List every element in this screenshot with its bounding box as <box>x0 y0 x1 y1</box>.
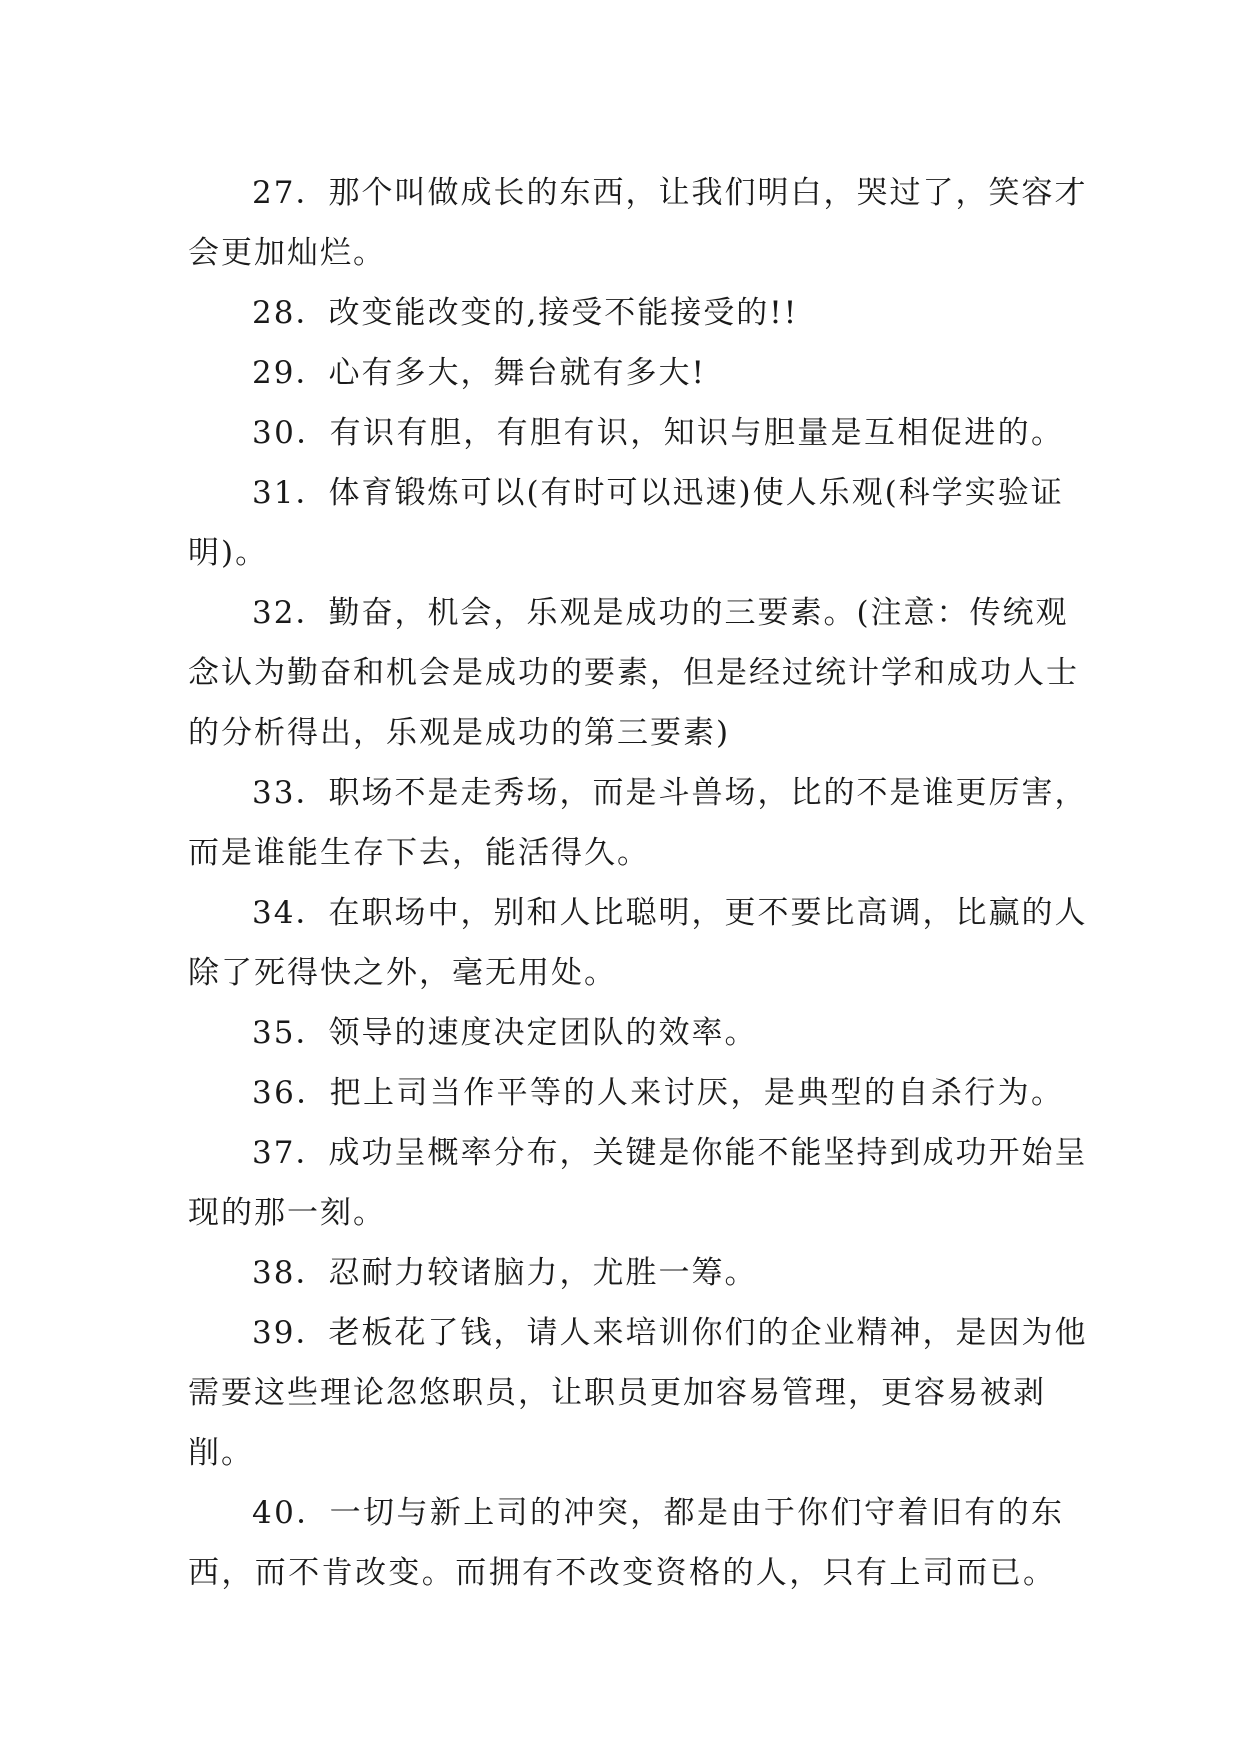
paragraph-text: 把上司当作平等的人来讨厌，是典型的自杀行为。 <box>329 1075 1065 1111</box>
paragraph-37 <box>188 1123 1088 1243</box>
paragraph-number: 33． <box>252 775 329 811</box>
paragraph-number: 29． <box>252 355 329 391</box>
paragraph-29 <box>188 343 1088 403</box>
paragraph-32 <box>188 583 1088 763</box>
paragraph-28 <box>188 283 1088 343</box>
paragraph-number: 39． <box>252 1315 329 1351</box>
paragraph-text: 那个叫做成长的东西，让我们明白，哭过了，笑容才会更加灿烂。 <box>188 175 1088 271</box>
paragraph-38 <box>188 1243 1088 1303</box>
paragraph-31 <box>188 463 1088 583</box>
document-body <box>188 163 1088 1603</box>
paragraph-number: 30． <box>252 415 330 451</box>
paragraph-number: 31． <box>252 475 329 511</box>
paragraph-text: 勤奋，机会，乐观是成功的三要素。(注意：传统观念认为勤奋和机会是成功的要素，但是经过统计学和成功人士的分析得出，乐观是成功的第三要素) <box>188 595 1079 751</box>
paragraph-number: 38． <box>252 1255 329 1291</box>
paragraph-text: 有识有胆，有胆有识，知识与胆量是互相促进的。 <box>329 415 1065 451</box>
paragraph-39 <box>188 1303 1088 1483</box>
paragraph-text: 职场不是走秀场，而是斗兽场，比的不是谁更厉害，而是谁能生存下去，能活得久。 <box>188 775 1088 871</box>
paragraph-number: 34． <box>252 895 329 931</box>
paragraph-number: 36． <box>252 1075 330 1111</box>
paragraph-text: 领导的速度决定团队的效率。 <box>328 1015 758 1051</box>
paragraph-text: 心有多大，舞台就有多大! <box>328 355 706 391</box>
paragraph-number: 28． <box>252 295 329 331</box>
paragraph-35 <box>188 1003 1088 1063</box>
paragraph-text: 改变能改变的,接受不能接受的!! <box>328 295 799 331</box>
paragraph-number: 27． <box>252 175 329 211</box>
paragraph-number: 40． <box>252 1495 330 1531</box>
paragraph-text: 体育锻炼可以(有时可以迅速)使人乐观(科学实验证明)。 <box>188 475 1064 571</box>
paragraph-34 <box>188 883 1088 1003</box>
paragraph-number: 37． <box>252 1135 329 1171</box>
paragraph-text: 忍耐力较诸脑力，尤胜一筹。 <box>328 1255 758 1291</box>
paragraph-text: 在职场中，别和人比聪明，更不要比高调，比赢的人除了死得快之外，毫无用处。 <box>188 895 1088 991</box>
paragraph-text: 成功呈概率分布，关键是你能不能坚持到成功开始呈现的那一刻。 <box>188 1135 1088 1231</box>
paragraph-30 <box>188 403 1118 463</box>
paragraph-number: 32． <box>252 595 329 631</box>
paragraph-text: 一切与新上司的冲突，都是由于你们守着旧有的东西，而不肯改变。而拥有不改变资格的人，只有上司而已。 <box>188 1495 1065 1591</box>
paragraph-33 <box>188 763 1088 883</box>
paragraph-text: 老板花了钱，请人来培训你们的企业精神，是因为他需要这些理论忽悠职员，让职员更加容易管理，更容易被剥削。 <box>188 1315 1088 1471</box>
paragraph-36 <box>188 1063 1118 1123</box>
paragraph-number: 35． <box>252 1015 329 1051</box>
paragraph-40 <box>188 1483 1118 1603</box>
paragraph-27 <box>188 163 1088 283</box>
